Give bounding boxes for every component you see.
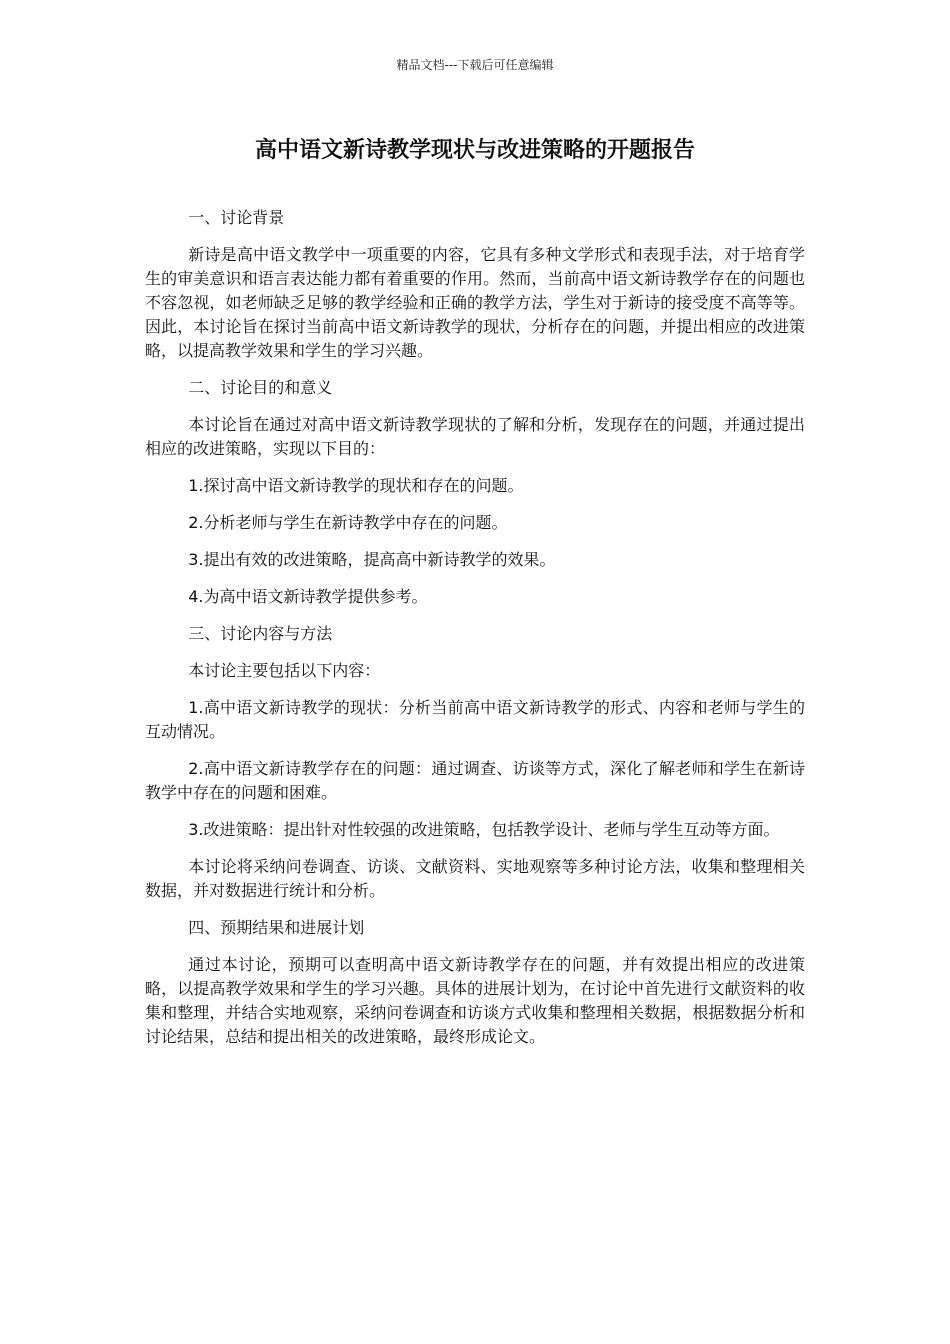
document-body	[145, 206, 805, 1062]
paragraph-plan: 通过本讨论，预期可以查明高中语文新诗教学存在的问题，并有效提出相应的改进策略，以提高教学效果和学生的学习兴趣。具体的进展计划为，在讨论中首先进行文献资料的收集和整理，并结合实地观察，采纳问卷调查和访谈方式收集和整理相关数据，根据数据分析和讨论结果，总结和提出相关的改进策略，最终形成论文。	[145, 955, 805, 1046]
content-item-3: 3.改进策略：提出针对性较强的改进策略，包括教学设计、老师与学生互动等方面。	[188, 820, 780, 839]
header-note: 精品文档---下载后可任意编辑	[396, 58, 554, 72]
section-heading-purpose: 二、讨论目的和意义	[188, 378, 333, 397]
purpose-item-3: 3.提出有效的改进策略，提高高中新诗教学的效果。	[188, 550, 556, 569]
purpose-item-2: 2.分析老师与学生在新诗教学中存在的问题。	[188, 513, 508, 532]
purpose-item-4: 4.为高中语文新诗教学提供参考。	[188, 587, 428, 606]
content-item-2: 2.高中语文新诗教学存在的问题：通过调查、访谈等方式，深化了解老师和学生在新诗教学中存在的问题和困难。	[145, 759, 805, 802]
purpose-item-1: 1.探讨高中语文新诗教学的现状和存在的问题。	[188, 476, 524, 495]
section-heading-content-method: 三、讨论内容与方法	[188, 624, 333, 643]
paragraph-content-intro: 本讨论主要包括以下内容：	[188, 661, 381, 680]
paragraph-background: 新诗是高中语文教学中一项重要的内容，它具有多种文学形式和表现手法，对于培育学生的审美意识和语言表达能力都有着重要的作用。然而，当前高中语文新诗教学存在的问题也不容忽视，如老师缺乏足够的教学经验和正确的教学方法，学生对于新诗的接受度不高等等。因此，本讨论旨在探讨当前高中语文新诗教学的现状，分析存在的问题，并提出相应的改进策略，以提高教学效果和学生的学习兴趣。	[145, 245, 805, 360]
content-item-1: 1.高中语文新诗教学的现状：分析当前高中语文新诗教学的形式、内容和老师与学生的互动情况。	[145, 698, 805, 741]
paragraph-purpose: 本讨论旨在通过对高中语文新诗教学现状的了解和分析，发现存在的问题，并通过提出相应的改进策略，实现以下目的：	[145, 415, 805, 458]
document-title: 高中语文新诗教学现状与改进策略的开题报告	[254, 138, 695, 163]
section-heading-plan: 四、预期结果和进展计划	[188, 918, 365, 937]
section-heading-background: 一、讨论背景	[188, 208, 285, 227]
paragraph-method: 本讨论将采纳问卷调查、访谈、文献资料、实地观察等多种讨论方法，收集和整理相关数据，并对数据进行统计和分析。	[145, 857, 805, 900]
